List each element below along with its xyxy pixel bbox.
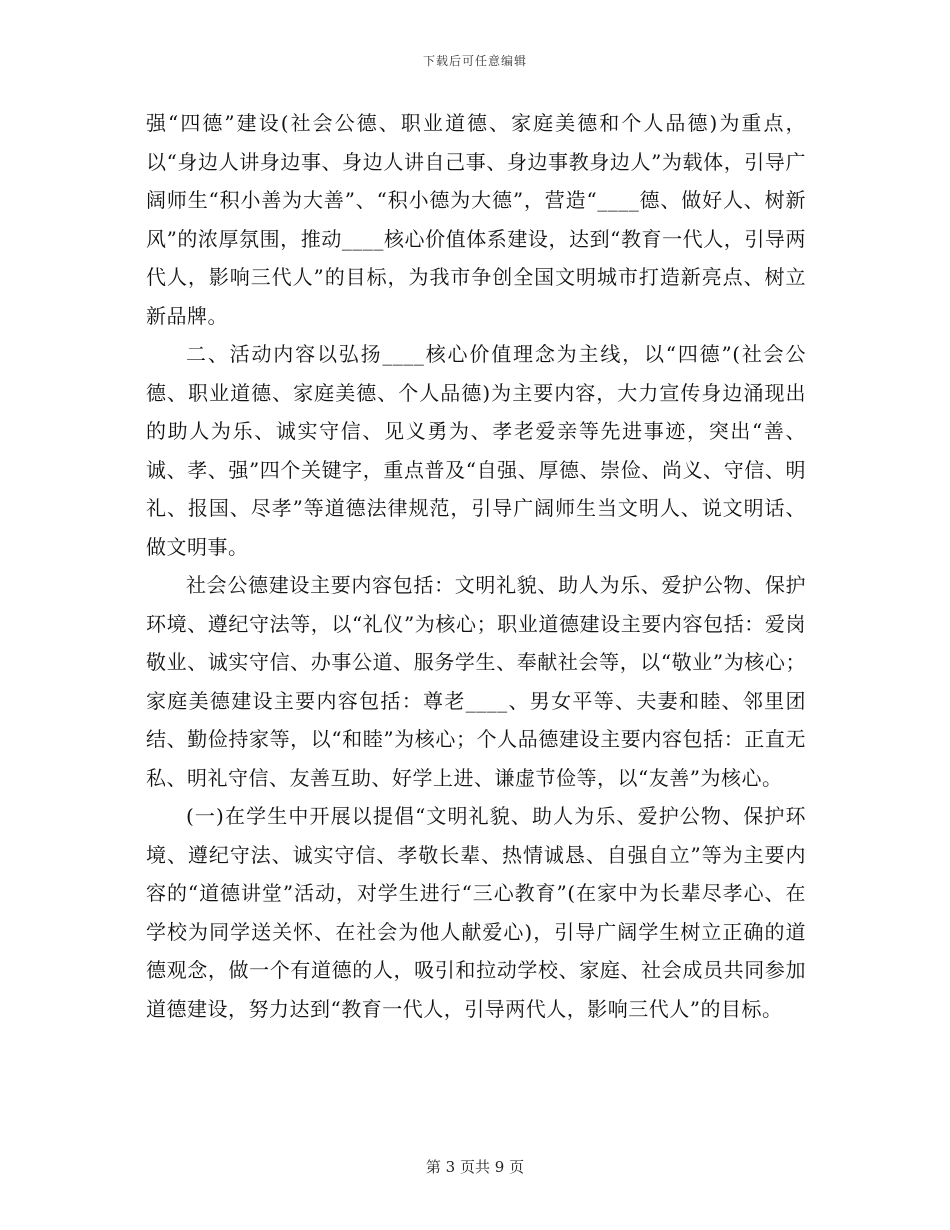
document-body <box>146 104 806 1028</box>
page-number-footer: 第 3 页共 9 页 <box>425 1158 525 1176</box>
paragraph-2: 二、活动内容以弘扬____核心价值理念为主线，以“四德”(社会公德、职业道德、家庭美德、个人品德)为主要内容，大力宣传身边涌现出的助人为乐、诚实守信、见义勇为、孝老爱亲等先进事迹，突出“善、诚、孝、强”四个关键字，重点普及“自强、厚德、崇俭、尚义、守信、明礼、报国、尽孝”等道德法律规范，引导广阔师生当文明人、说文明话、做文明事。 <box>146 342 806 559</box>
page-header: 下载后可任意编辑 <box>422 54 527 68</box>
paragraph-4: (一)在学生中开展以提倡“文明礼貌、助人为乐、爱护公物、保护环境、遵纪守法、诚实守信、孝敬长辈、热情诚恳、自强自立”等为主要内容的“道德讲堂”活动，对学生进行“三心教育”(在家中为长辈尽孝心、在学校为同学送关怀、在社会为他人献爱心)，引导广阔学生树立正确的道德观念，做一个有道德的人，吸引和拉动学校、家庭、社会成员共同参加道德建设，努力达到“教育一代人，引导两代人，影响三代人”的目标。 <box>146 804 806 1021</box>
paragraph-1: 强“四德”建设(社会公德、职业道德、家庭美德和个人品德)为重点，以“身边人讲身边事、身边人讲自己事、身边事教身边人”为载体，引导广阔师生“积小善为大善”、“积小德为大德”，营造“____德、做好人、树新风”的浓厚氛围，推动____核心价值体系建设，达到“教育一代人，引导两代人，影响三代人”的目标，为我市争创全国文明城市打造新亮点、树立新品牌。 <box>146 111 806 328</box>
paragraph-3: 社会公德建设主要内容包括：文明礼貌、助人为乐、爱护公物、保护环境、遵纪守法等，以“礼仪”为核心；职业道德建设主要内容包括：爱岗敬业、诚实守信、办事公道、服务学生、奉献社会等，以“敬业”为核心；家庭美德建设主要内容包括：尊老____、男女平等、夫妻和睦、邻里团结、勤俭持家等，以“和睦”为核心；个人品德建设主要内容包括：正直无私、明礼守信、友善互助、好学上进、谦虚节俭等，以“友善”为核心。 <box>146 573 806 790</box>
